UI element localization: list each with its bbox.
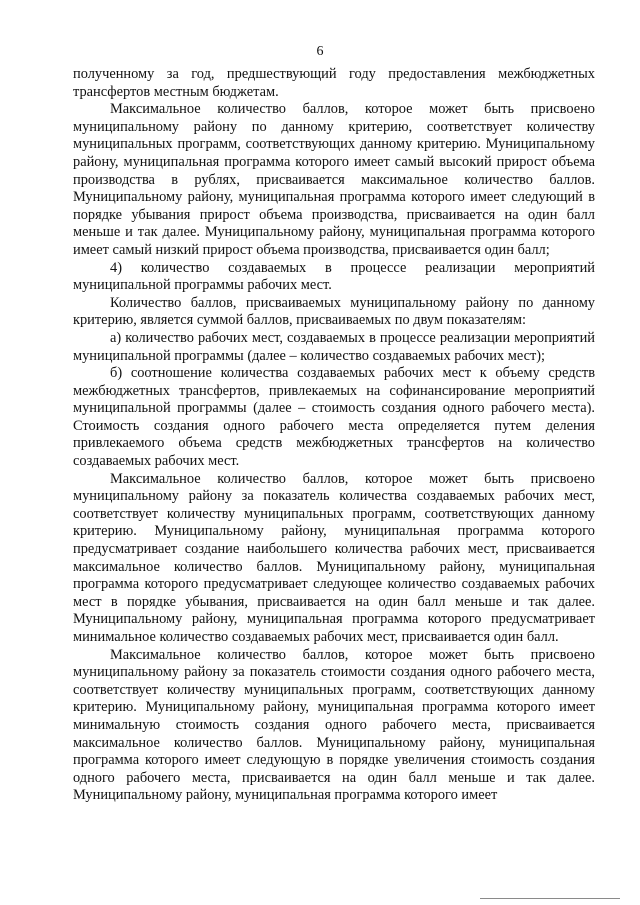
document-body bbox=[73, 66, 595, 805]
paragraph-continuation: полученному за год, предшествующий году предоставления межбюджетных трансфертов местным бюджетам. bbox=[73, 66, 595, 100]
paragraph-criterion-4: 4) количество создаваемых в процессе реализации мероприятий муниципальной программы рабочих мест. bbox=[73, 259, 595, 294]
paragraph-points-sum: Количество баллов, присваиваемых муниципальному району по данному критерию, является суммой баллов, присваиваемых по двум показателям: bbox=[73, 294, 595, 329]
paragraph-max-points-production: Максимальное количество баллов, которое может быть присвоено муниципальному району по данному критерию, соответствует количеству муниципальных программ, соответствующих данному критерию. Муниципальному району, муниципальная программа которого имеет самый высокий прирост объема производства в рублях, присваивается максимальное количество баллов. Муниципальному району, муниципальная программа которого имеет следующий в порядке убывания прирост объема производства, присваивается на один балл меньше и так далее. Муниципальному району, муниципальная программа которого имеет самый низкий прирост объема производства, присваивается один балл; bbox=[73, 101, 595, 258]
paragraph-max-points-cost: Максимальное количество баллов, которое может быть присвоено муниципальному району за показатель стоимости создания одного рабочего места, соответствует количеству муниципальных программ, соответствующих данному критерию. Муниципальному району, муниципальная программа которого имеет минимальную стоимость создания одного рабочего места, присваивается максимальное количество баллов. Муниципальному району, муниципальная программа которого имеет следующую в порядке увеличения стоимость создания одного рабочего места, присваивается на один балл меньше и так далее. Муниципальному району, муниципальная программа которого имеет bbox=[73, 646, 595, 804]
paragraph-indicator-a: а) количество рабочих мест, создаваемых в процессе реализации мероприятий муниципальной программы (далее – количество создаваемых рабочих мест); bbox=[73, 329, 595, 364]
paragraph-indicator-b: б) соотношение количества создаваемых рабочих мест к объему средств межбюджетных трансфертов, привлекаемых на софинансирование мероприятий муниципальной программы (далее – стоимость создания одного рабочего места). Стоимость создания одного рабочего места определяется путем деления привлекаемого объема средств межбюджетных трансфертов на количество создаваемых рабочих мест. bbox=[73, 365, 595, 470]
page-number: 6 bbox=[316, 44, 324, 59]
scan-edge-line bbox=[480, 898, 620, 899]
paragraph-max-points-jobs: Максимальное количество баллов, которое может быть присвоено муниципальному району за показатель количества создаваемых рабочих мест, соответствует количеству муниципальных программ, соответствующих данному критерию. Муниципальному району, муниципальная программа которого предусматривает создание наибольшего количества рабочих мест, присваивается максимальное количество баллов. Муниципальному району, муниципальная программа которого предусматривает следующее количество создаваемых рабочих мест в порядке убывания, присваивается на один балл меньше и так далее. Муниципальному району, муниципальная программа которого предусматривает минимальное количество создаваемых рабочих мест, присваивается один балл. bbox=[73, 470, 595, 645]
